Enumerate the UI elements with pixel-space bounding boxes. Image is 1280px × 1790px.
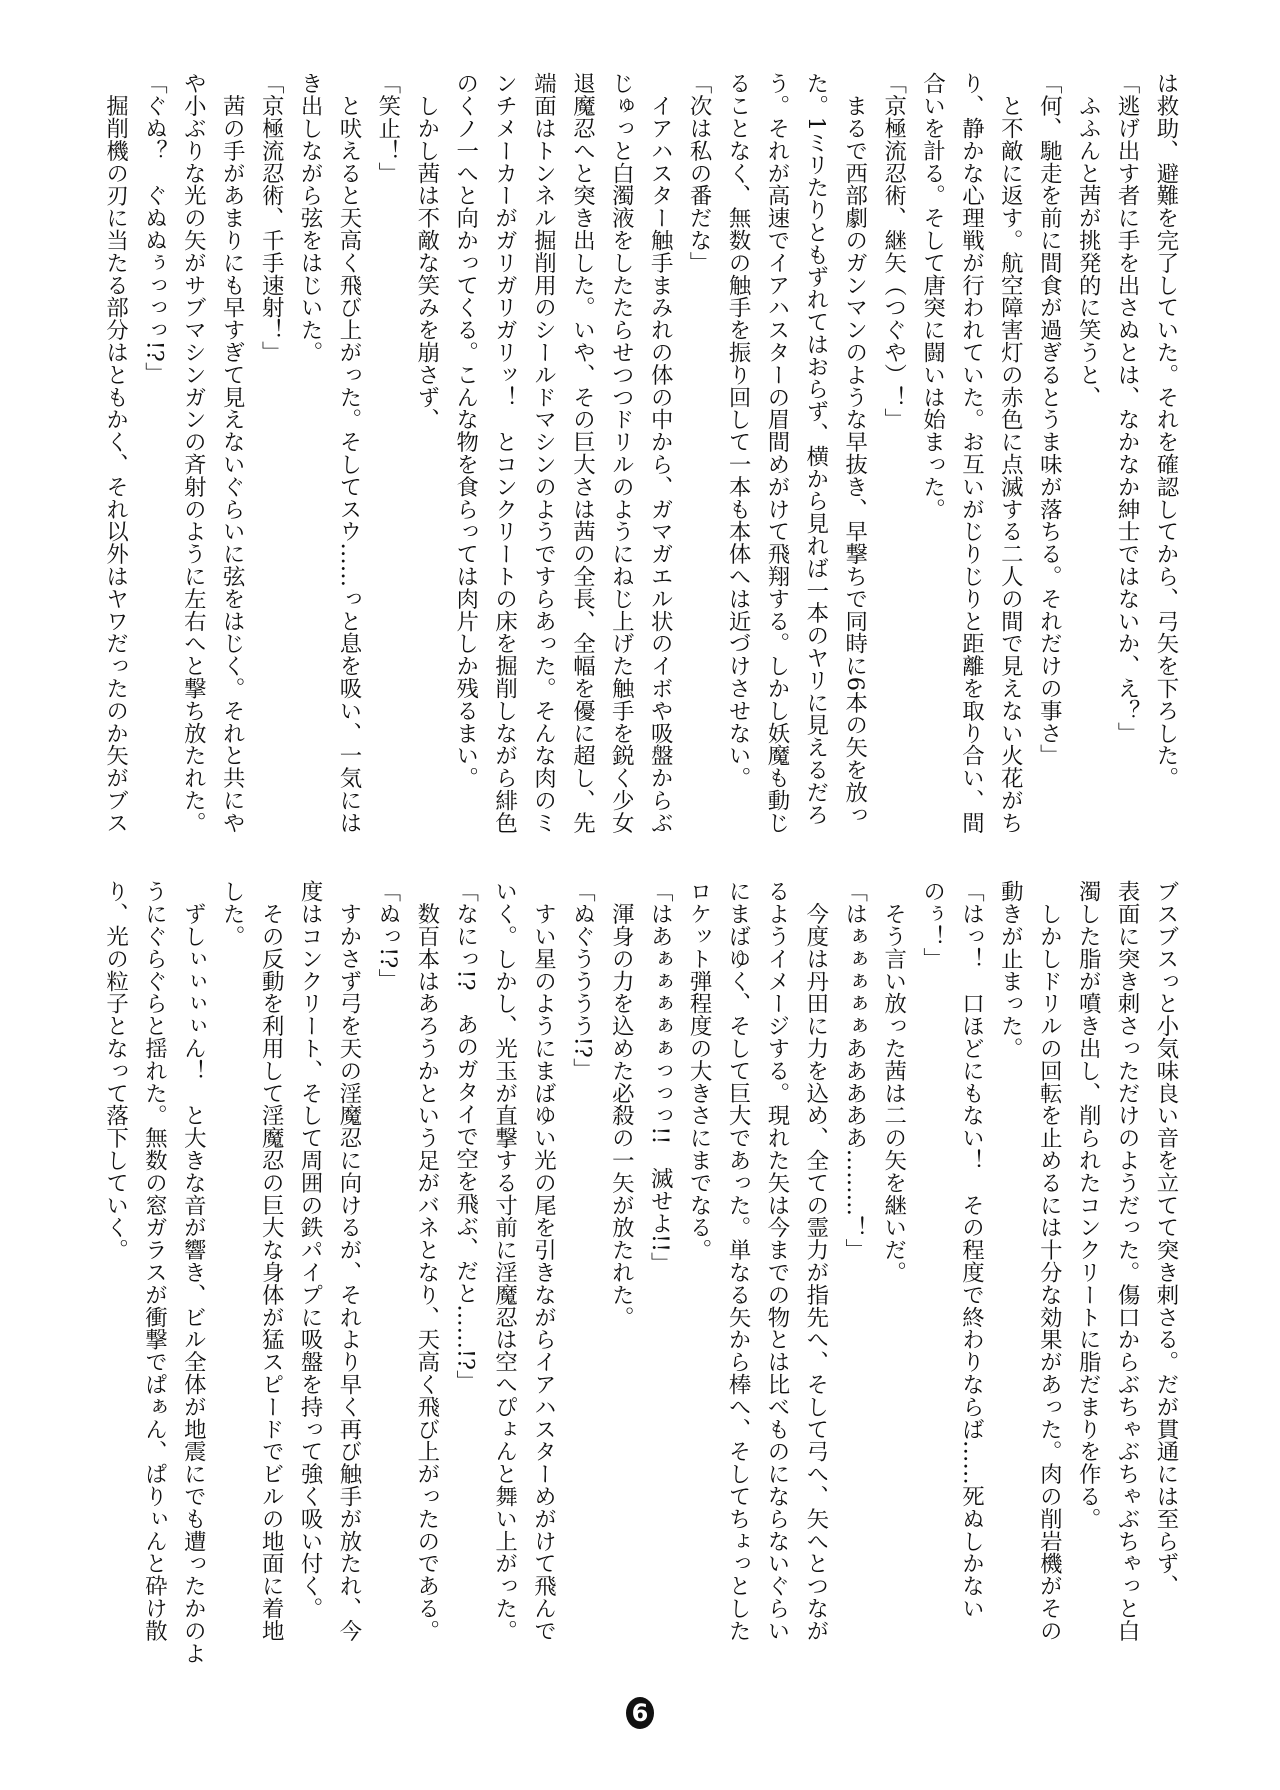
text-column: その反動を利用して淫魔忍の巨大な身体が猛スピードでビルの地面に着地 — [258, 880, 285, 1642]
text-column: しかしドリルの回転を止めるには十分な効果があった。肉の削岩機がその — [1036, 880, 1063, 1642]
text-column: た。1ミリたりともずれてはおらず、横から見れば一本のヤリに見えるだろ — [802, 72, 829, 826]
text-column: 「ぐぬ？ ぐぬぬぅっっっ!?」 — [141, 72, 168, 385]
text-column: 数百本はあろうかという足がバネとなり、天高く飛び上がったのである。 — [413, 880, 440, 1642]
text-column: しかし茜は不敵な笑みを崩さず、 — [413, 72, 440, 431]
text-column: ることなく、無数の触手を振り回して一本も本体へは近づけさせない。 — [725, 72, 752, 789]
text-column: まるで西部劇のガンマンのような早抜き、早撃ちで同時に6本の矢を放っ — [841, 72, 868, 826]
text-column: そう言い放った茜は二の矢を継いだ。 — [880, 880, 907, 1284]
bottom-text-block — [95, 880, 1185, 1664]
text-column: ンチメーカーがガリガリガリッ！ とコンクリートの床を掘削しながら緋色 — [491, 72, 518, 834]
text-column: ずしぃぃぃぃん！ と大きな音が響き、ビル全体が地震にでも遭ったかのよ — [180, 880, 207, 1664]
text-column: 「はっ！ 口ほどにもない！ その程度で終わりならば……死ぬしかない — [958, 880, 985, 1620]
text-column: 今度は丹田に力を込め、全ての霊力が指先へ、そして弓へ、矢へとつなが — [802, 880, 829, 1642]
text-column: すかさず弓を天の淫魔忍に向けるが、それより早く再び触手が放たれ、今 — [335, 880, 362, 1642]
text-column: 渾身の力を込めた必殺の一矢が放たれた。 — [608, 880, 635, 1328]
top-text-block — [95, 72, 1185, 834]
text-column: 動きが止まった。 — [997, 880, 1024, 1060]
text-column: 「なにっ!? あのガタイで空を飛ぶ、だと……!?」 — [452, 880, 479, 1393]
text-column: と不敵に返す。航空障害灯の赤色に点滅する二人の間で見えない火花がち — [997, 72, 1024, 834]
text-column: 「はぁぁぁぁぁあああああ………！」 — [841, 880, 868, 1261]
page-number: 6 — [626, 1697, 654, 1729]
text-column: 「笑止！」 — [374, 72, 401, 184]
text-column: う。それが高速でイアハスターの眉間めがけて飛翔する。しかし妖魔も動じ — [763, 72, 790, 834]
text-column: 退魔忍へと突き出した。いや、その巨大さは茜の全長、全幅を優に超し、先 — [569, 72, 596, 834]
text-column: 合いを計る。そして唐突に闘いは始まった。 — [919, 72, 946, 520]
text-column: にまばゆく、そして巨大であった。単なる矢から棒へ、そしてちょっとした — [725, 880, 752, 1642]
text-column: 「逃げ出す者に手を出さぬとは、なかなか紳士ではないか、え？」 — [1114, 72, 1141, 744]
text-column: 表面に突き刺さっただけのようだった。傷口からぶちゃぶちゃぶちゃっと白 — [1114, 880, 1141, 1642]
text-column: と吠えると天高く飛び上がった。そしてスウ……っと息を吸い、一気には — [335, 72, 362, 834]
text-column: り、光の粒子となって落下していく。 — [102, 880, 129, 1261]
text-column: 「ぬぐうううう!?」 — [569, 880, 596, 1081]
text-column: 茜の手があまりにも早すぎて見えないぐらいに弦をはじく。それと共にや — [219, 72, 246, 834]
text-column: 「はあぁぁぁぁぁっっっ!! 滅せよ!!」 — [647, 880, 674, 1275]
text-column: 「ぬっ!?」 — [374, 880, 401, 991]
text-column: ふふんと茜が挑発的に笑うと、 — [1075, 72, 1102, 408]
text-column: は救助、避難を完了していた。それを確認してから、弓矢を下ろした。 — [1153, 72, 1179, 789]
text-column: ブスブスっと小気味良い音を立てて突き刺さる。だが貫通には至らず、 — [1153, 880, 1179, 1597]
text-column: 「次は私の番だな」 — [686, 72, 713, 274]
text-column: のくノ一へと向かってくる。こんな物を食らっては肉片しか残るまい。 — [452, 72, 479, 789]
text-column: 掘削機の刃に当たる部分はともかく、それ以外はヤワだったのか矢がブス — [102, 72, 129, 834]
text-column: すい星のようにまばゆい光の尾を引きながらイアハスターめがけて飛んで — [530, 880, 557, 1642]
text-column: るようイメージする。現れた矢は今までの物とは比べものにならないぐらい — [763, 880, 790, 1642]
text-column: 「何、馳走を前に間食が過ぎるとうま味が落ちる。それだけの事さ」 — [1036, 72, 1063, 767]
text-column: じゅっと白濁液をしたたらせつつドリルのようにねじ上げた触手を鋭く少女 — [608, 72, 635, 834]
text-column: いく。しかし、光玉が直撃する寸前に淫魔忍は空へぴょんと舞い上がった。 — [491, 880, 518, 1642]
text-column: 濁した脂が噴き出し、削られたコンクリートに脂だまりを作る。 — [1075, 880, 1102, 1530]
text-column: のぅ！」 — [919, 880, 946, 970]
text-column: り、静かな心理戦が行われていた。お互いがじりじりと距離を取り合い、間 — [958, 72, 985, 834]
text-column: 端面はトンネル掘削用のシールドマシンのようですらあった。そんな肉のミ — [530, 72, 557, 834]
text-column: や小ぶりな光の矢がサブマシンガンの斉射のように左右へと撃ち放たれた。 — [180, 72, 207, 834]
text-column: 度はコンクリート、そして周囲の鉄パイプに吸盤を持って強く吸い付く。 — [297, 880, 324, 1620]
text-column: うにぐらぐらと揺れた。無数の窓ガラスが衝撃でぱぁん、ぱりぃんと砕け散 — [141, 880, 168, 1642]
text-column: した。 — [219, 880, 246, 948]
text-column: イアハスター触手まみれの体の中から、ガマガエル状のイボや吸盤からぶ — [647, 72, 674, 834]
text-column: 「京極流忍術、千手速射！」 — [258, 72, 285, 364]
text-column: ロケット弾程度の大きさにまでなる。 — [686, 880, 713, 1261]
text-column: 「京極流忍術、継矢（つぐや）！」 — [880, 72, 907, 431]
text-column: き出しながら弦をはじいた。 — [297, 72, 324, 364]
